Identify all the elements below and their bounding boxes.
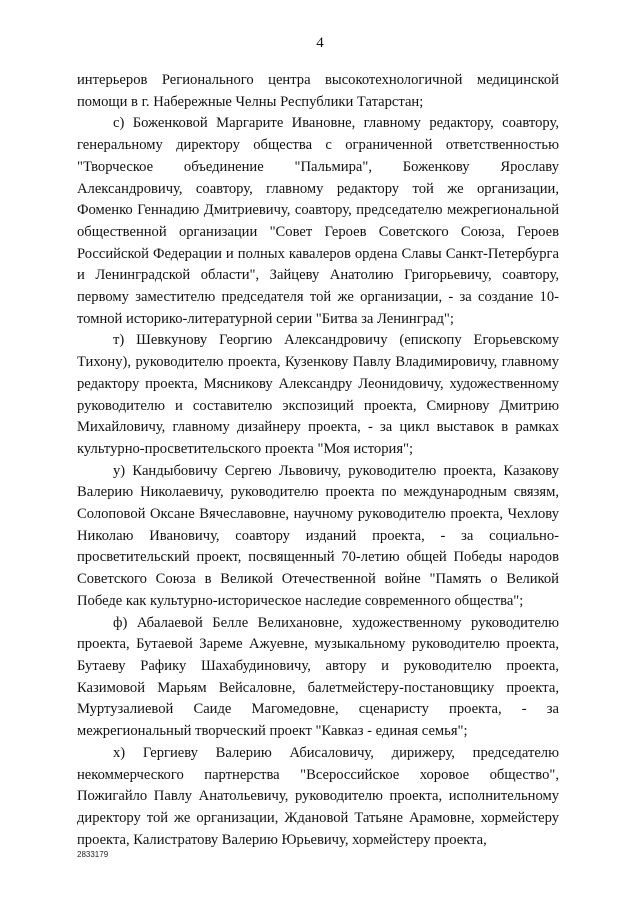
- paragraph-item-u: у) Кандыбовичу Сергею Львовичу, руководителю проекта, Казакову Валерию Николаевичу, руководителю проекта по международным связям, Солоповой Оксане Вячеславовне, научному руководителю проекта, Чехлову Николаю Ивановичу, соавтору изданий проекта, - за социально-просветительский проект, посвященный 70-летию общей Победы народов Советского Союза в Великой Отечественной войне "Память о Великой Победе как культурно-историческое наследие современного общества";: [77, 462, 559, 609]
- paragraph-item-f: ф) Абалаевой Белле Велихановне, художественному руководителю проекта, Бутаевой Зареме Ажуевне, музыкальному руководителю проекта, Бутаеву Рафику Шахабудиновичу, автору и руководителю проекта, Казимовой Марьям Вейсаловне, балетмейстеру-постановщику проекта, Муртузалиевой Саиде Магомедовне, сценаристу проекта, - за межрегиональный творческий проект "Кавказ - единая семья";: [77, 614, 559, 740]
- paragraph-continuation: интерьеров Регионального центра высокотехнологичной медицинской помощи в г. Набережные Челны Республики Татарстан;: [77, 72, 559, 110]
- page-number: 4: [316, 35, 324, 51]
- paragraph-item-t: т) Шевкунову Георгию Александровичу (епископу Егорьевскому Тихону), руководителю проекта, Кузенкову Павлу Владимировичу, главному редактору проекта, Мясникову Александру Леонидовичу, художественному руководителю и составителю экспозиций проекта, Смирнову Дмитрию Михайловичу, главному дизайнеру проекта, - за цикл выставок в рамках культурно-просветительского проекта "Моя история";: [77, 332, 559, 457]
- paragraph-item-s: с) Боженковой Маргарите Ивановне, главному редактору, соавтору, генеральному директору общества с ограниченной ответственностью "Творческое объединение "Пальмира", Боженкову Ярославу Александровичу, соавтору, главному редактору той же организации, Фоменко Геннадию Дмитриевичу, соавтору, председателю межрегиональной общественной организации "Совет Героев Советского Союза, Героев Российской Федерации и полных кавалеров ордена Славы Санкт-Петербурга и Ленинградской области", Зайцеву Анатолию Григорьевичу, соавтору, первому заместителю председателя той же организации, - за создание 10-томной историко-литературной серии "Битва за Ленинград";: [77, 115, 559, 327]
- paragraph-item-kh: х) Гергиеву Валерию Абисаловичу, дирижеру, председателю некоммерческого партнерства "Всероссийское хоровое общество", Пожигайло Павлу Анатольевичу, руководителю проекта, исполнительному директору той же организации, Ждановой Татьяне Арамовне, хормейстеру проекта, Калистратову Валерию Юрьевичу, хормейстеру проекта,: [77, 744, 559, 848]
- document-body: [77, 70, 559, 851]
- document-code: 2833179: [77, 850, 109, 859]
